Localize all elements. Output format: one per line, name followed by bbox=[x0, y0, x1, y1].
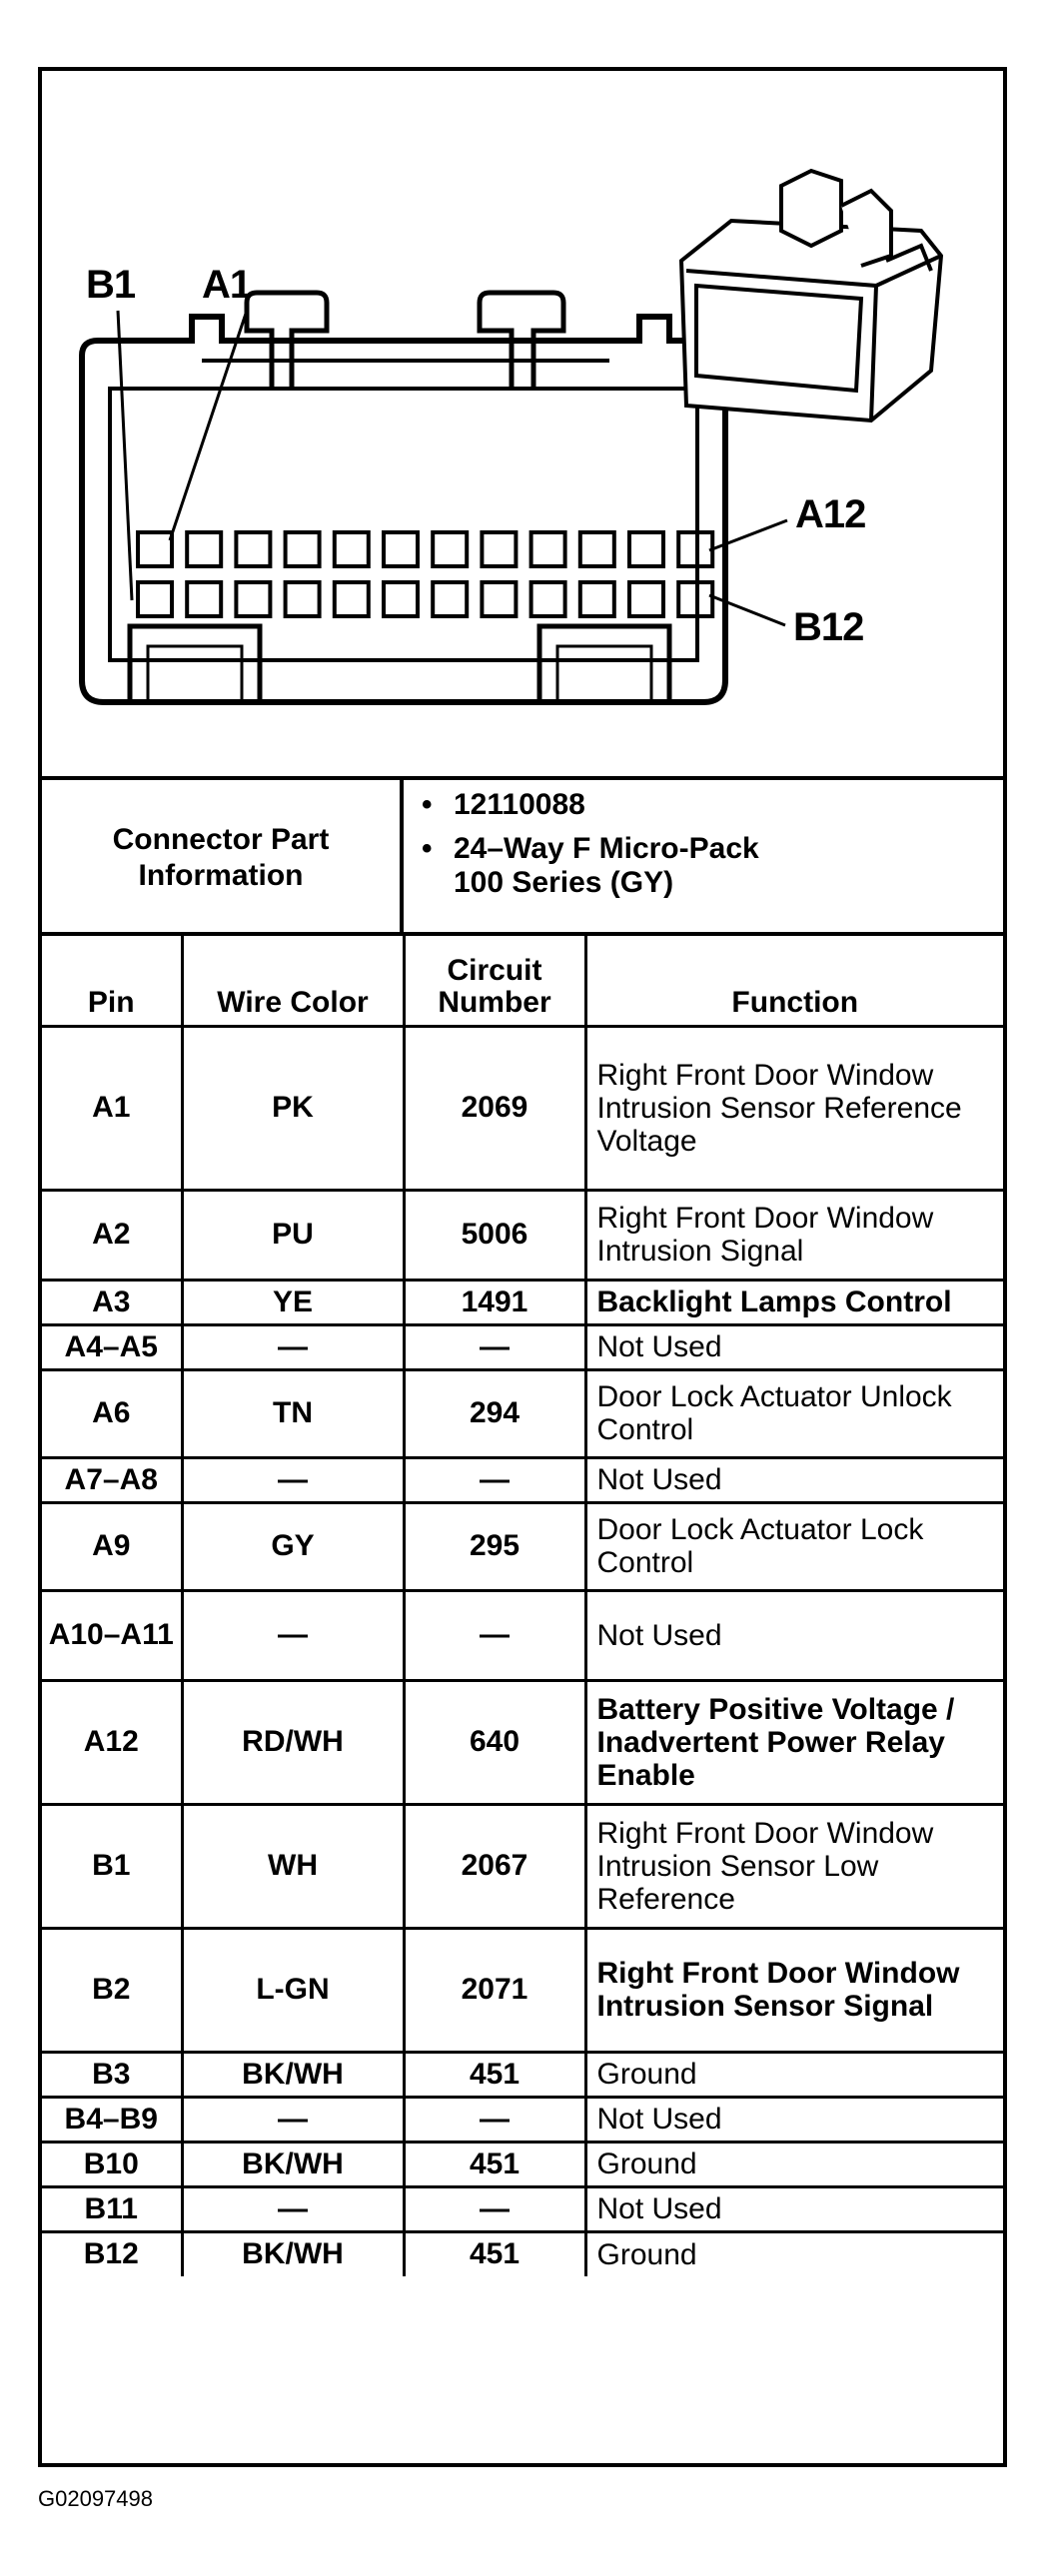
header-pin: Pin bbox=[42, 934, 182, 1026]
cavity-a9 bbox=[531, 532, 565, 566]
wire-color-cell: PK bbox=[182, 1026, 404, 1190]
cavity-b11 bbox=[629, 582, 663, 616]
cavity-a8 bbox=[482, 532, 516, 566]
connector-face-drawing bbox=[42, 71, 1003, 776]
bullet-icon: • bbox=[422, 832, 433, 865]
part-number-item bbox=[404, 788, 1003, 822]
circuit-number-cell: 5006 bbox=[404, 1190, 585, 1280]
table-row bbox=[42, 1502, 1003, 1590]
table-row bbox=[42, 1324, 1003, 1369]
table-row bbox=[42, 2097, 1003, 2142]
cavity-b7 bbox=[433, 582, 467, 616]
table-row bbox=[42, 2142, 1003, 2186]
table-row bbox=[42, 1280, 1003, 1324]
wire-color-cell: L-GN bbox=[182, 1928, 404, 2052]
leader-a1 bbox=[170, 311, 247, 540]
cavity-b1 bbox=[138, 582, 172, 616]
cavity-b5 bbox=[335, 582, 369, 616]
cavity-a1 bbox=[138, 532, 172, 566]
cavity-b8 bbox=[482, 582, 516, 616]
wire-color-cell: GY bbox=[182, 1502, 404, 1590]
wire-color-cell: YE bbox=[182, 1280, 404, 1324]
connector-housing-outline bbox=[82, 317, 725, 702]
function-cell: Not Used bbox=[585, 1324, 1003, 1369]
wire-color-cell: — bbox=[182, 2097, 404, 2142]
pin-cell: A9 bbox=[42, 1502, 182, 1590]
function-cell: Door Lock Actuator Unlock Control bbox=[585, 1369, 1003, 1457]
table-row bbox=[42, 1369, 1003, 1457]
circuit-number-cell: 2069 bbox=[404, 1026, 585, 1190]
pin-table bbox=[42, 932, 1003, 2276]
wire-color-cell: BK/WH bbox=[182, 2052, 404, 2097]
table-row bbox=[42, 2052, 1003, 2097]
function-cell: Not Used bbox=[585, 2097, 1003, 2142]
function-cell: Not Used bbox=[585, 1457, 1003, 1502]
cavity-a2 bbox=[187, 532, 221, 566]
circuit-number-cell: 294 bbox=[404, 1369, 585, 1457]
pin-cell: A7–A8 bbox=[42, 1457, 182, 1502]
pin-cell: B4–B9 bbox=[42, 2097, 182, 2142]
wire-color-cell: RD/WH bbox=[182, 1680, 404, 1804]
cavity-a3 bbox=[236, 532, 270, 566]
wire-color-cell: — bbox=[182, 1324, 404, 1369]
pin-cell: A3 bbox=[42, 1280, 182, 1324]
connector-description: 24–Way F Micro-Pack 100 Series (GY) bbox=[454, 832, 759, 899]
pin-cell: A4–A5 bbox=[42, 1324, 182, 1369]
table-row bbox=[42, 2231, 1003, 2276]
leader-a12 bbox=[709, 520, 787, 550]
circuit-number-cell: — bbox=[404, 2186, 585, 2231]
table-row bbox=[42, 1590, 1003, 1680]
left-key-inner bbox=[148, 646, 242, 702]
wire-color-cell: WH bbox=[182, 1804, 404, 1928]
pin-cell: A10–A11 bbox=[42, 1590, 182, 1680]
cavity-b6 bbox=[384, 582, 418, 616]
table-row bbox=[42, 1457, 1003, 1502]
cavity-a7 bbox=[433, 532, 467, 566]
pin-cell: A1 bbox=[42, 1026, 182, 1190]
connector-diagram bbox=[42, 71, 1003, 776]
label-a12: A12 bbox=[795, 492, 866, 536]
function-cell: Not Used bbox=[585, 1590, 1003, 1680]
function-cell: Ground bbox=[585, 2142, 1003, 2186]
cavity-b4 bbox=[286, 582, 320, 616]
function-cell: Not Used bbox=[585, 2186, 1003, 2231]
function-cell: Backlight Lamps Control bbox=[585, 1280, 1003, 1324]
description-item bbox=[404, 832, 1003, 900]
circuit-number-cell: 2067 bbox=[404, 1804, 585, 1928]
circuit-number-cell: — bbox=[404, 1324, 585, 1369]
wire-color-cell: BK/WH bbox=[182, 2231, 404, 2276]
wire-color-cell: TN bbox=[182, 1369, 404, 1457]
table-row bbox=[42, 1804, 1003, 1928]
table-header-row bbox=[42, 934, 1003, 1026]
circuit-number-cell: 2071 bbox=[404, 1928, 585, 2052]
pin-cell: A2 bbox=[42, 1190, 182, 1280]
header-circuit-number: Circuit Number bbox=[404, 934, 585, 1026]
cavity-b2 bbox=[187, 582, 221, 616]
circuit-number-cell: 451 bbox=[404, 2052, 585, 2097]
circuit-number-cell: 640 bbox=[404, 1680, 585, 1804]
circuit-number-cell: — bbox=[404, 2097, 585, 2142]
header-function: Function bbox=[585, 934, 1003, 1026]
cavity-a11 bbox=[629, 532, 663, 566]
cavity-grid bbox=[138, 532, 712, 616]
table-row bbox=[42, 2186, 1003, 2231]
leader-b12 bbox=[709, 595, 785, 625]
circuit-number-cell: 295 bbox=[404, 1502, 585, 1590]
pin-cell: B12 bbox=[42, 2231, 182, 2276]
connector-inner-face bbox=[110, 389, 697, 660]
connector-3d-icon bbox=[681, 171, 941, 421]
header-wire-color: Wire Color bbox=[182, 934, 404, 1026]
function-cell: Right Front Door Window Intrusion Sensor Low Reference bbox=[585, 1804, 1003, 1928]
connector-info-details bbox=[404, 780, 1003, 936]
pin-cell: A6 bbox=[42, 1369, 182, 1457]
cavity-b9 bbox=[531, 582, 565, 616]
table-row bbox=[42, 1680, 1003, 1804]
cavity-a5 bbox=[335, 532, 369, 566]
right-key-inner bbox=[557, 646, 651, 702]
pin-cell: B2 bbox=[42, 1928, 182, 2052]
function-cell: Right Front Door Window Intrusion Sensor Signal bbox=[585, 1928, 1003, 2052]
pin-cell: B11 bbox=[42, 2186, 182, 2231]
wire-color-cell: — bbox=[182, 1457, 404, 1502]
cavity-b10 bbox=[580, 582, 614, 616]
wire-color-cell: — bbox=[182, 1590, 404, 1680]
cavity-b3 bbox=[236, 582, 270, 616]
circuit-number-cell: 451 bbox=[404, 2142, 585, 2186]
bullet-icon: • bbox=[422, 788, 433, 821]
table-row bbox=[42, 1190, 1003, 1280]
function-cell: Right Front Door Window Intrusion Signal bbox=[585, 1190, 1003, 1280]
label-b1: B1 bbox=[86, 263, 136, 307]
function-cell: Ground bbox=[585, 2052, 1003, 2097]
cavity-a6 bbox=[384, 532, 418, 566]
part-number: 12110088 bbox=[454, 788, 585, 821]
function-cell: Battery Positive Voltage / Inadvertent Power Relay Enable bbox=[585, 1680, 1003, 1804]
cavity-a10 bbox=[580, 532, 614, 566]
wire-color-cell: BK/WH bbox=[182, 2142, 404, 2186]
label-a1: A1 bbox=[202, 263, 252, 307]
circuit-number-cell: 1491 bbox=[404, 1280, 585, 1324]
leader-b1 bbox=[118, 311, 132, 600]
table-row bbox=[42, 1928, 1003, 2052]
wire-color-cell: PU bbox=[182, 1190, 404, 1280]
circuit-number-cell: — bbox=[404, 1457, 585, 1502]
wire-color-cell: — bbox=[182, 2186, 404, 2231]
function-cell: Door Lock Actuator Lock Control bbox=[585, 1502, 1003, 1590]
figure-code: G02097498 bbox=[38, 2486, 153, 2511]
cavity-a4 bbox=[286, 532, 320, 566]
pin-cell: B10 bbox=[42, 2142, 182, 2186]
pin-cell: B3 bbox=[42, 2052, 182, 2097]
function-cell: Right Front Door Window Intrusion Sensor Reference Voltage bbox=[585, 1026, 1003, 1190]
connector-frame bbox=[38, 67, 1007, 2467]
pin-cell: A12 bbox=[42, 1680, 182, 1804]
pin-cell: B1 bbox=[42, 1804, 182, 1928]
label-b12: B12 bbox=[793, 605, 864, 649]
connector-info-heading: Connector Part Information bbox=[42, 780, 404, 936]
circuit-number-cell: — bbox=[404, 1590, 585, 1680]
circuit-number-cell: 451 bbox=[404, 2231, 585, 2276]
connector-part-information bbox=[42, 776, 1003, 936]
function-cell: Ground bbox=[585, 2231, 1003, 2276]
table-row bbox=[42, 1026, 1003, 1190]
